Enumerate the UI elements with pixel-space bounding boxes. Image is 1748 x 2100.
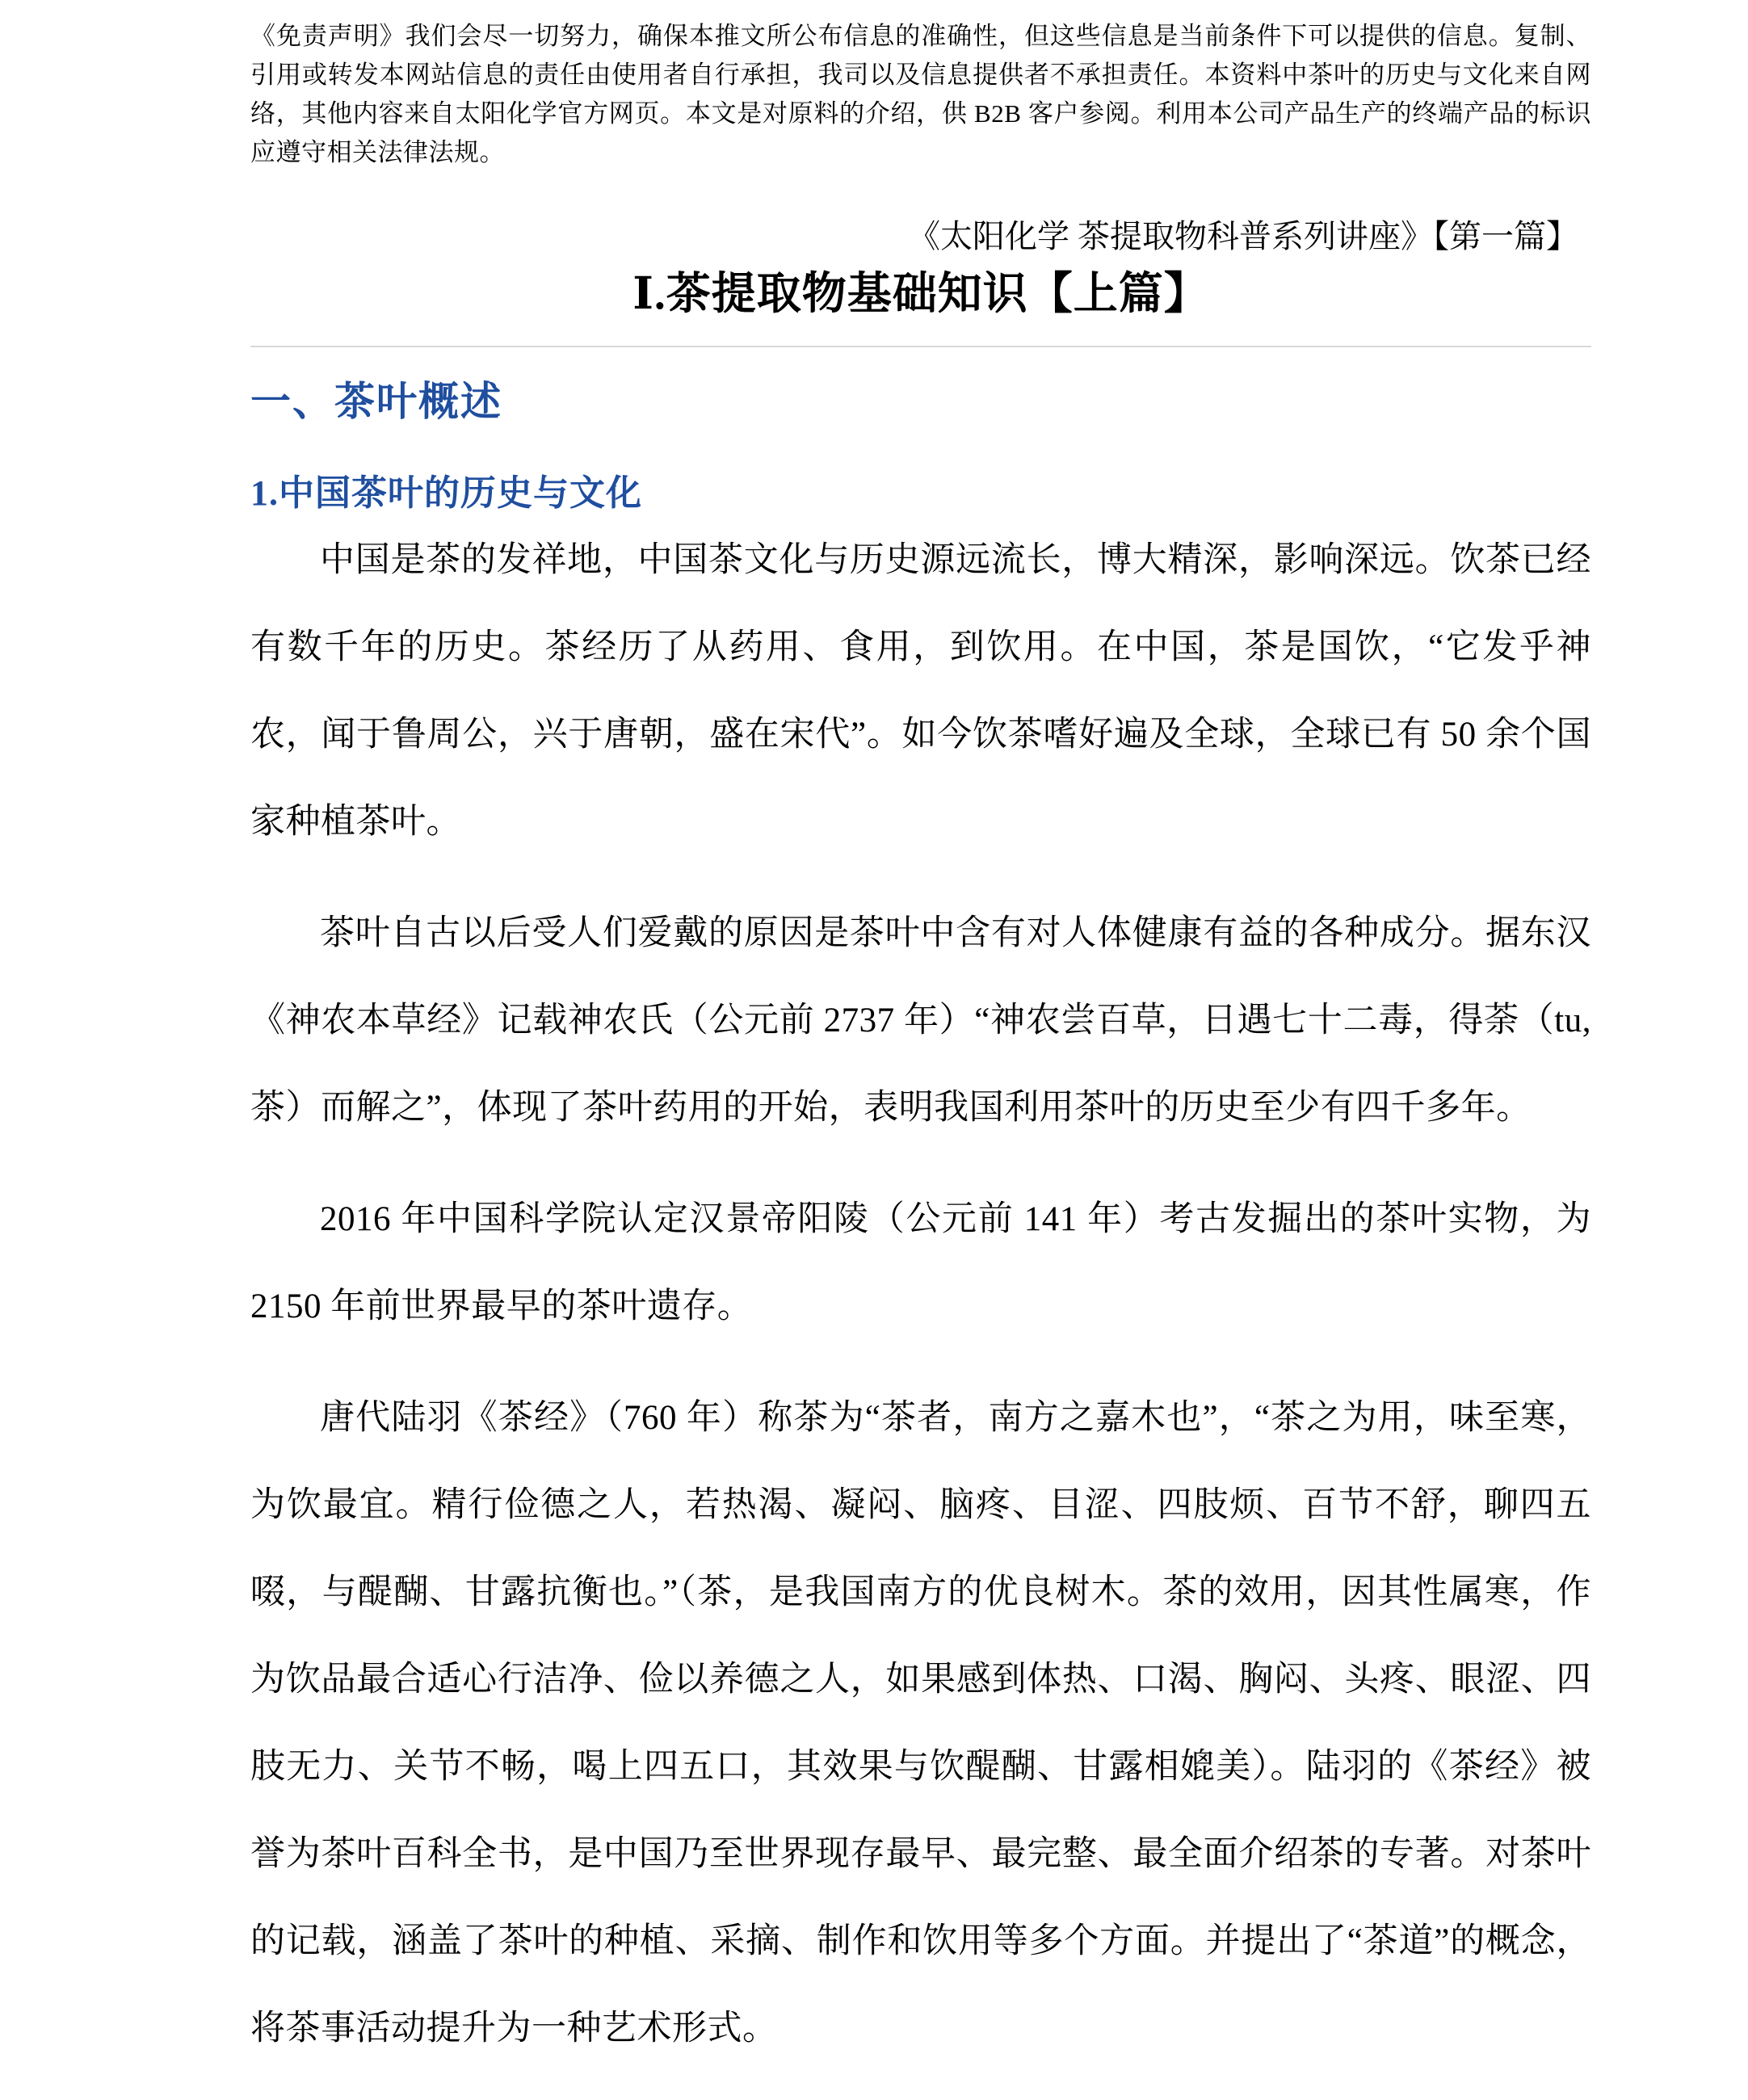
section-heading: 一、茶叶概述 [250,379,502,424]
disclaimer-text: 《免责声明》我们会尽一切努力，确保本推文所公布信息的准确性，但这些信息是当前条件下可以提供的信息。复制、引用或转发本网站信息的责任由使用者自行承担，我司以及信息提供者不承担责任。本资料中茶叶的历史与文化来自网络，其他内容来自太阳化学官方网页。本文是对原料的介绍，供 B2B 客户参阅。利用本公司产品生产的终端产品的标识应遵守相关法律法规。 [250,22,1591,166]
paragraph-2: 茶叶自古以后受人们爱戴的原因是茶叶中含有对人体健康有益的各种成分。据东汉《神农本草经》记载神农氏（公元前 2737 年）“神农尝百草，日遇七十二毒，得荼（tu,茶）而解之”，体现了茶叶药用的开始，表明我国利用茶叶的历史至少有四千多年。 [250,914,1591,1127]
title-separator-line [250,346,1591,347]
paragraph-1: 中国是茶的发祥地，中国茶文化与历史源远流长，博大精深，影响深远。饮茶已经有数千年的历史。茶经历了从药用、食用，到饮用。在中国，茶是国饮，“它发乎神农，闻于鲁周公，兴于唐朝，盛在宋代”。如今饮茶嗜好遍及全球，全球已有 50 余个国家种植茶叶。 [250,541,1591,841]
series-title: 《太阳化学 茶提取物科普系列讲座》【第一篇】 [908,218,1578,254]
paragraph-3: 2016 年中国科学院认定汉景帝阳陵（公元前 141 年）考古发掘出的茶叶实物，为 2150 年前世界最早的茶叶遗存。 [250,1200,1591,1325]
paragraph-4: 唐代陆羽《茶经》（760 年）称茶为“茶者，南方之嘉木也”，“茶之为用，味至寒，为饮最宜。精行俭德之人，若热渴、凝闷、脑疼、目涩、四肢烦、百节不舒，聊四五啜，与醍醐、甘露抗衡也。”（茶，是我国南方的优良树木。茶的效用，因其性属寒，作为饮品最合适心行洁净、俭以养德之人，如果感到体热、口渴、胸闷、头疼、眼涩、四肢无力、关节不畅，喝上四五口，其效果与饮醍醐、甘露相媲美）。陆羽的《茶经》被誉为茶叶百科全书，是中国乃至世界现存最早、最完整、最全面介绍茶的专著。对茶叶的记载，涵盖了茶叶的种植、采摘、制作和饮用等多个方面。并提出了“茶道”的概念，将茶事活动提升为一种艺术形式。 [250,1399,1591,2048]
subsection-heading: 1.中国茶叶的历史与文化 [250,473,642,513]
document-title: Ⅰ.茶提取物基础知识【上篇】 [632,269,1209,318]
